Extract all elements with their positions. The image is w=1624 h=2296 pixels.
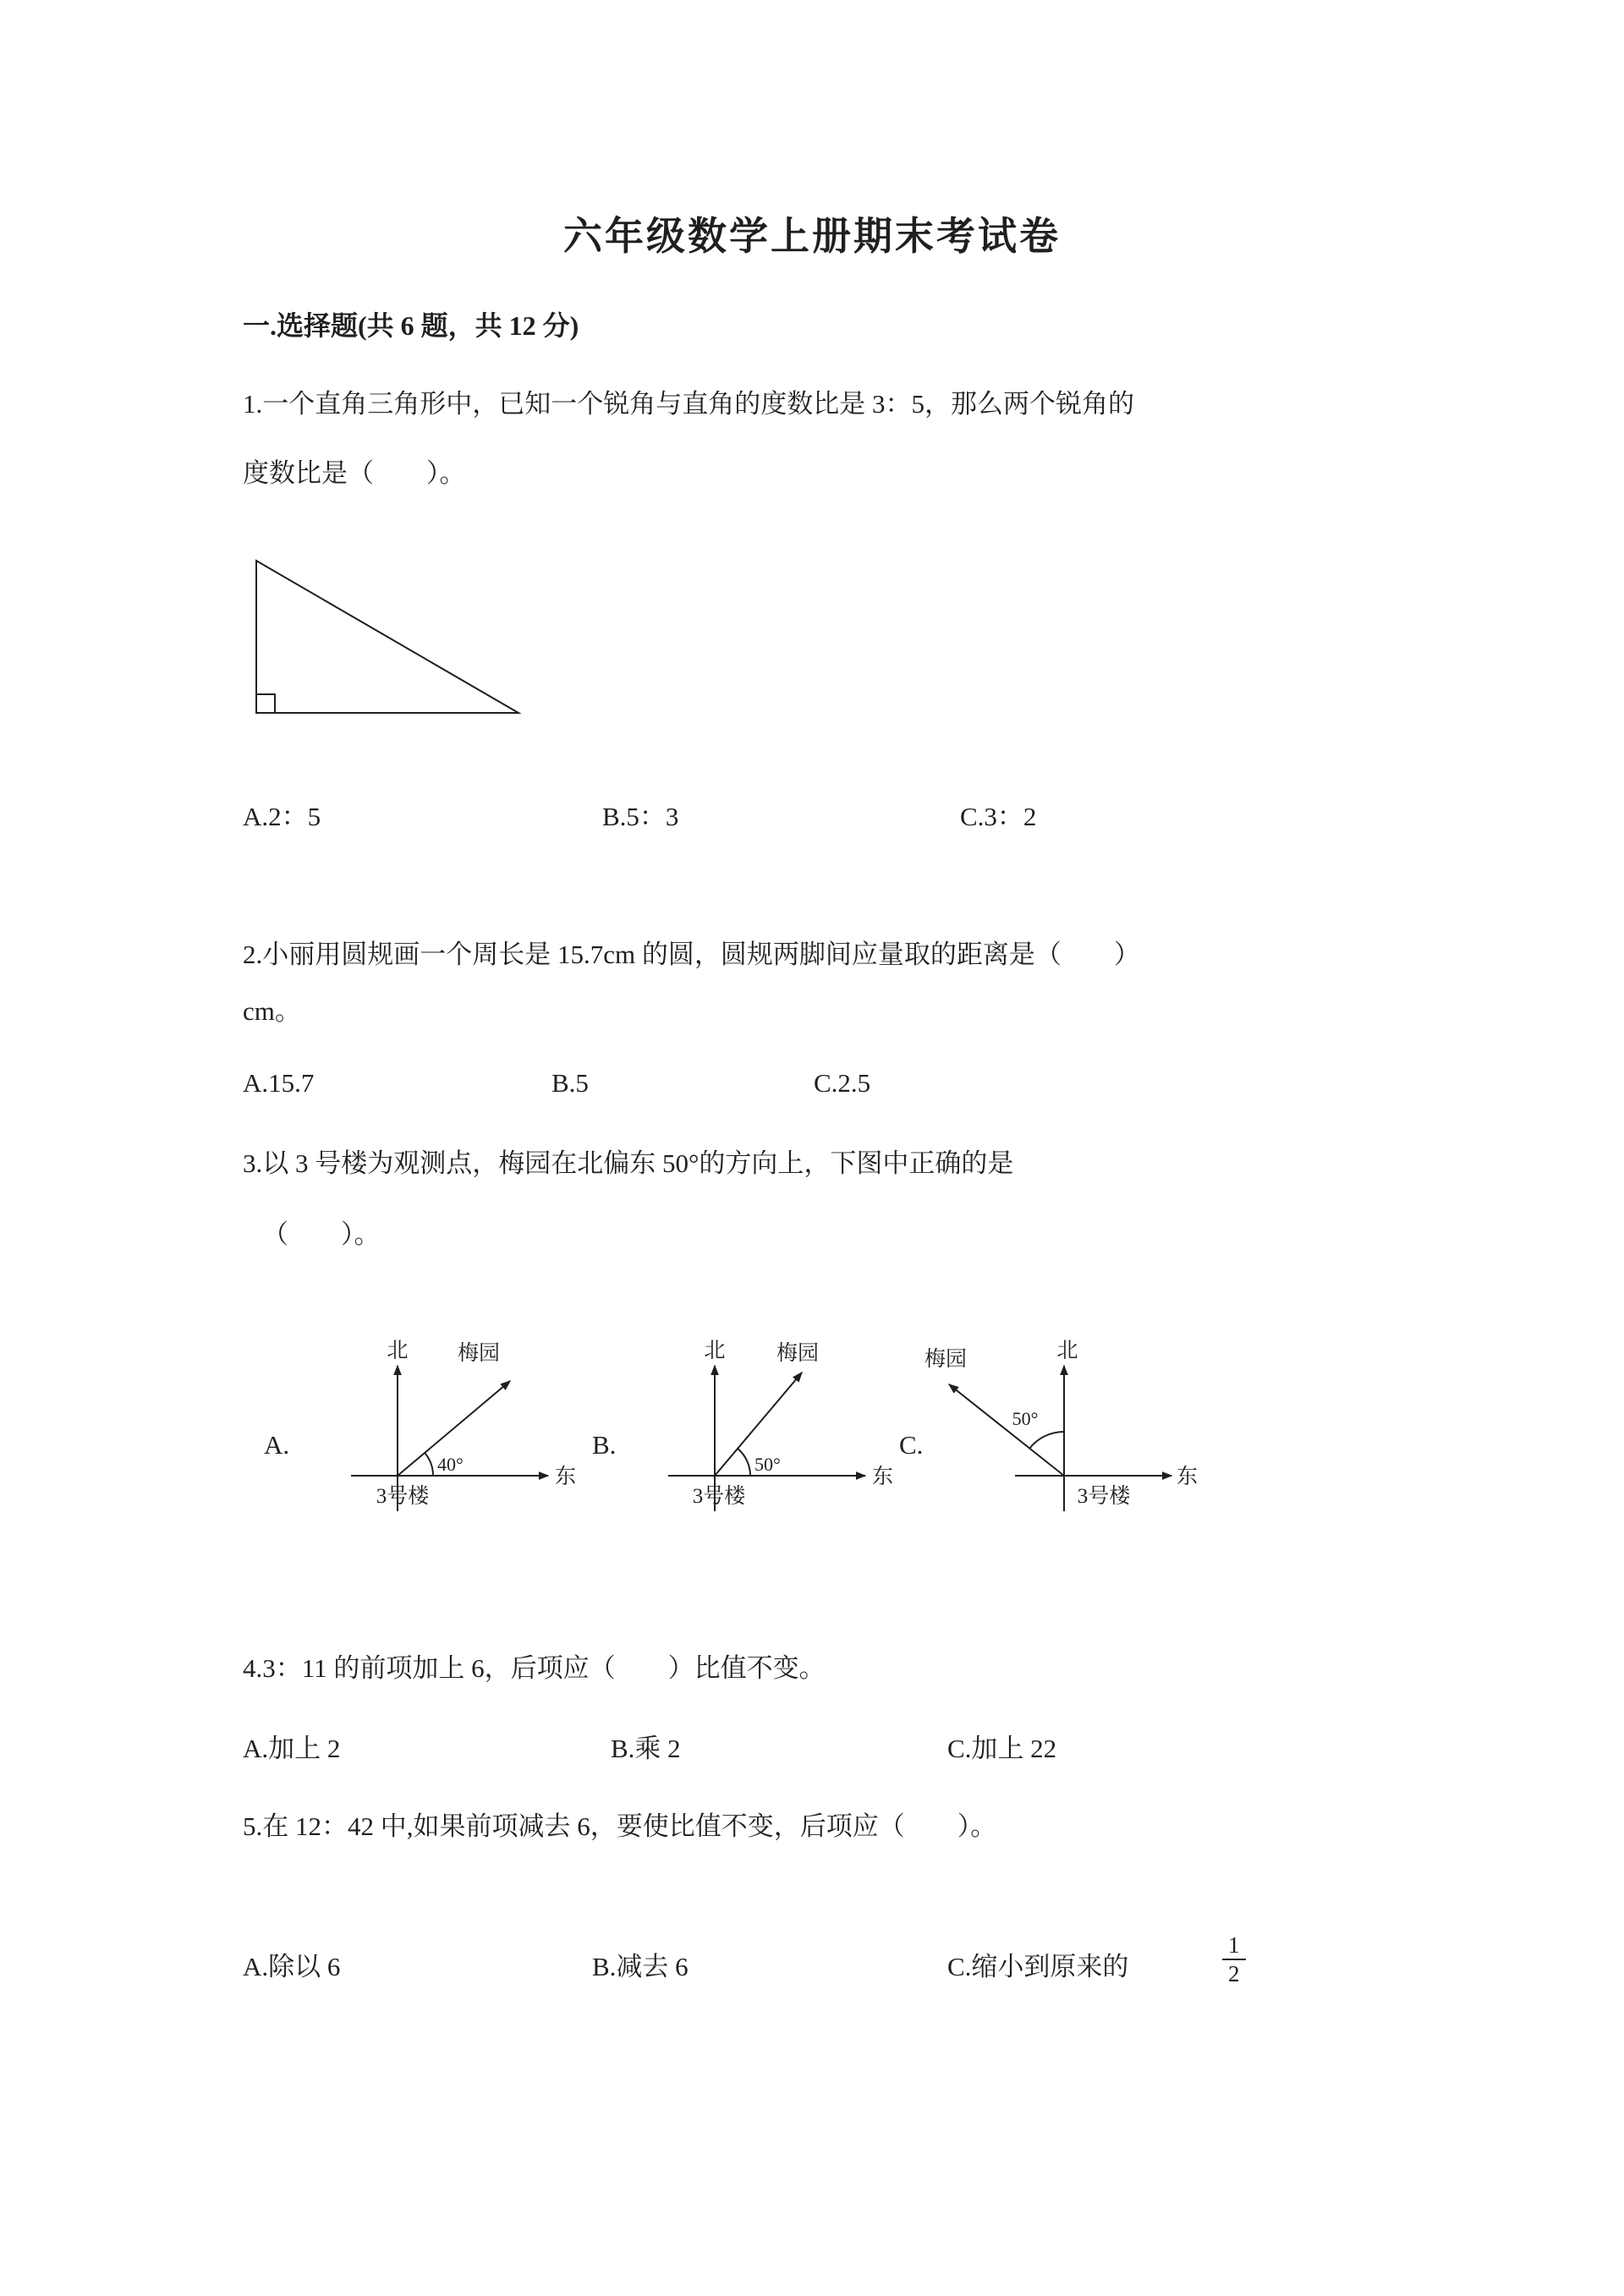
q5-option-c: C.缩小到原来的 — [947, 1952, 1129, 1981]
question-2-line-1: 2.小丽用圆规画一个周长是 15.7cm 的圆，圆规两脚间应量取的距离是（ ） — [243, 940, 1140, 969]
north-label: 北 — [1056, 1340, 1078, 1362]
diagram-label-c: C. — [899, 1430, 924, 1460]
east-label: 东 — [555, 1466, 577, 1488]
east-label: 东 — [1177, 1466, 1199, 1488]
diagram-label-a: A. — [264, 1430, 290, 1460]
fraction-denominator: 2 — [1222, 1959, 1246, 1987]
question-5-line-1: 5.在 12：42 中,如果前项减去 6，要使比值不变，后项应（ ）。 — [243, 1811, 997, 1841]
place-label: 梅园 — [924, 1348, 968, 1371]
compass-diagram-c — [914, 1332, 1235, 1560]
east-label: 东 — [872, 1466, 894, 1488]
q1-option-c: C.3：2 — [960, 802, 1037, 831]
q2-option-a: A.15.7 — [243, 1068, 315, 1098]
fraction-one-half — [1222, 1932, 1246, 1988]
building-label: 3号楼 — [376, 1485, 430, 1508]
direction-arrow — [949, 1384, 1064, 1476]
angle-arc — [1029, 1432, 1064, 1449]
triangle-outline — [256, 561, 518, 713]
angle-label: 50° — [754, 1454, 781, 1475]
angle-label: 50° — [1012, 1408, 1039, 1429]
q1-option-b: B.5：3 — [602, 802, 679, 831]
right-angle-marker — [256, 694, 275, 713]
q1-option-a: A.2：5 — [243, 802, 321, 831]
q4-option-c: C.加上 22 — [947, 1734, 1057, 1763]
question-3-line-1: 3.以 3 号楼为观测点，梅园在北偏东 50°的方向上，下图中正确的是 — [243, 1148, 1014, 1178]
question-2-line-2: cm。 — [243, 996, 301, 1026]
question-4-line-1: 4.3：11 的前项加上 6，后项应（ ）比值不变。 — [243, 1653, 826, 1683]
compass-diagram-a — [304, 1332, 575, 1560]
question-1-line-1: 1.一个直角三角形中，已知一个锐角与直角的度数比是 3：5，那么两个锐角的 — [243, 389, 1134, 419]
question-3-line-2: （ ）。 — [262, 1219, 381, 1249]
q5-option-a: A.除以 6 — [243, 1952, 341, 1981]
angle-arc — [738, 1449, 750, 1476]
north-label: 北 — [387, 1340, 409, 1362]
angle-label: 40° — [437, 1454, 464, 1475]
fraction-numerator: 1 — [1228, 1932, 1240, 1958]
right-triangle-figure — [250, 554, 529, 723]
diagram-label-b: B. — [592, 1430, 617, 1460]
building-label: 3号楼 — [1077, 1485, 1131, 1508]
exam-title: 六年级数学上册期末考试卷 — [563, 215, 1061, 258]
place-label: 梅园 — [776, 1342, 820, 1365]
place-label: 梅园 — [457, 1342, 501, 1365]
section-heading: 一.选择题(共 6 题，共 12 分) — [243, 310, 579, 341]
q5-option-b: B.减去 6 — [592, 1952, 689, 1981]
q2-option-b: B.5 — [551, 1068, 589, 1098]
q2-option-c: C.2.5 — [814, 1068, 871, 1098]
q4-option-b: B.乘 2 — [611, 1734, 681, 1763]
angle-arc — [425, 1453, 433, 1476]
north-label: 北 — [704, 1340, 726, 1362]
q4-option-a: A.加上 2 — [243, 1734, 341, 1763]
building-label: 3号楼 — [692, 1485, 746, 1508]
question-1-line-2: 度数比是（ ）。 — [243, 458, 466, 488]
compass-diagram-b — [639, 1332, 909, 1560]
